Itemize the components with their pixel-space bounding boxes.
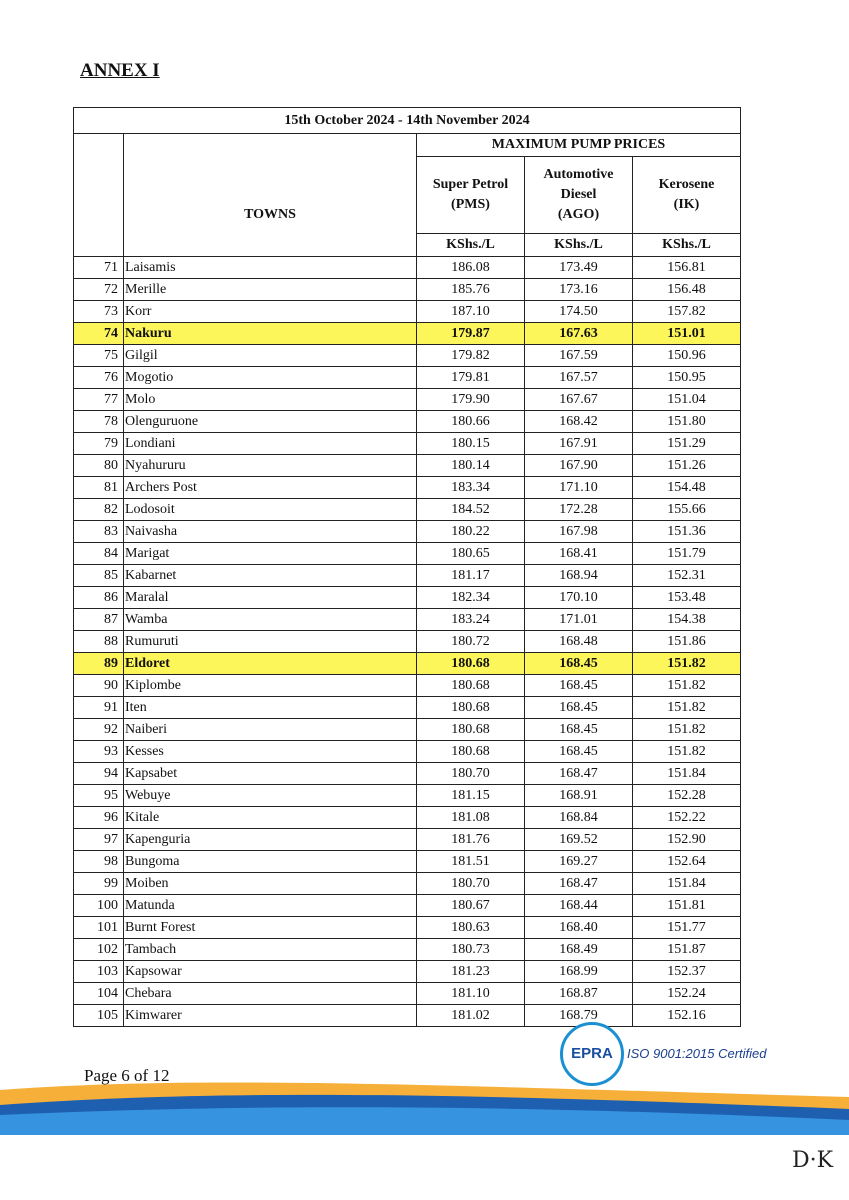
price-ago: 167.91 [525,433,633,455]
town-name: Iten [124,697,417,719]
town-name: Eldoret [124,653,417,675]
price-ik: 154.38 [633,609,741,631]
price-pms: 180.22 [417,521,525,543]
price-pms: 181.15 [417,785,525,807]
price-ik: 152.64 [633,851,741,873]
price-ago: 167.67 [525,389,633,411]
table-row [74,829,741,851]
table-row [74,367,741,389]
town-name: Kapsabet [124,763,417,785]
row-number: 78 [74,411,124,433]
price-ago: 173.49 [525,257,633,279]
price-ago: 168.45 [525,719,633,741]
row-number: 85 [74,565,124,587]
price-ik: 156.48 [633,279,741,301]
table-row [74,477,741,499]
table-row [74,851,741,873]
row-number: 90 [74,675,124,697]
price-ik: 152.16 [633,1005,741,1027]
price-pms: 179.81 [417,367,525,389]
price-pms: 181.10 [417,983,525,1005]
table-row [74,917,741,939]
iso-certification: ISO 9001:2015 Certified [627,1046,767,1061]
price-ik: 152.37 [633,961,741,983]
town-name: Kapsowar [124,961,417,983]
row-number: 86 [74,587,124,609]
table-row [74,433,741,455]
table-row [74,807,741,829]
town-name: Nakuru [124,323,417,345]
price-pms: 180.66 [417,411,525,433]
price-ik: 151.79 [633,543,741,565]
price-ik: 150.96 [633,345,741,367]
row-number: 102 [74,939,124,961]
price-ik: 156.81 [633,257,741,279]
town-name: Kitale [124,807,417,829]
annex-title: ANNEX I [80,60,160,81]
epra-logo: EPRA [560,1022,624,1086]
price-ago: 168.47 [525,763,633,785]
table-body [74,257,741,1027]
kerosene-header [633,157,741,234]
town-name: Naivasha [124,521,417,543]
price-ago: 173.16 [525,279,633,301]
price-ik: 152.31 [633,565,741,587]
price-pms: 181.76 [417,829,525,851]
row-number: 92 [74,719,124,741]
table-row [74,983,741,1005]
price-ik: 152.24 [633,983,741,1005]
town-name: Bungoma [124,851,417,873]
table-row [74,301,741,323]
table-row [74,675,741,697]
table-row [74,961,741,983]
price-ik: 152.90 [633,829,741,851]
price-ik: 151.29 [633,433,741,455]
table-row [74,785,741,807]
period-row [74,108,741,134]
table-row [74,631,741,653]
price-ik: 152.22 [633,807,741,829]
town-name: Kesses [124,741,417,763]
price-ik: 151.01 [633,323,741,345]
row-number: 98 [74,851,124,873]
price-ago: 168.45 [525,653,633,675]
price-pms: 180.14 [417,455,525,477]
table-row [74,543,741,565]
table-row [74,653,741,675]
town-name: Mogotio [124,367,417,389]
town-name: Naiberi [124,719,417,741]
row-number: 79 [74,433,124,455]
town-name: Kapenguria [124,829,417,851]
price-ago: 167.63 [525,323,633,345]
price-ik: 151.87 [633,939,741,961]
price-ago: 168.40 [525,917,633,939]
price-ago: 168.94 [525,565,633,587]
town-name: Nyahururu [124,455,417,477]
price-pms: 180.68 [417,741,525,763]
price-ago: 168.47 [525,873,633,895]
town-name: Olenguruone [124,411,417,433]
page-number: Page 6 of 12 [84,1066,170,1085]
price-ago: 168.87 [525,983,633,1005]
row-number: 75 [74,345,124,367]
kerosene-code: (IK) [673,197,700,212]
row-number: 73 [74,301,124,323]
price-pms: 179.87 [417,323,525,345]
town-name: Rumuruti [124,631,417,653]
town-name: Merille [124,279,417,301]
price-ago: 168.41 [525,543,633,565]
row-number: 81 [74,477,124,499]
price-pms: 186.08 [417,257,525,279]
price-ik: 151.82 [633,675,741,697]
price-ago: 169.27 [525,851,633,873]
price-ago: 168.79 [525,1005,633,1027]
price-ago: 172.28 [525,499,633,521]
price-pms: 182.34 [417,587,525,609]
price-pms: 181.17 [417,565,525,587]
period-header: 15th October 2024 - 14th November 2024 [74,108,741,134]
price-pms: 180.65 [417,543,525,565]
price-pms: 180.68 [417,653,525,675]
price-ago: 174.50 [525,301,633,323]
price-pms: 183.24 [417,609,525,631]
table-row [74,587,741,609]
super-petrol-header [417,157,525,234]
price-pms: 180.70 [417,763,525,785]
row-number: 96 [74,807,124,829]
row-number: 94 [74,763,124,785]
price-ik: 151.82 [633,719,741,741]
table-row [74,279,741,301]
price-pms: 180.67 [417,895,525,917]
price-ik: 151.04 [633,389,741,411]
price-ik: 152.28 [633,785,741,807]
town-name: Kiplombe [124,675,417,697]
table-row [74,521,741,543]
price-pms: 180.15 [417,433,525,455]
diesel-header [525,157,633,234]
price-pms: 185.76 [417,279,525,301]
town-name: Matunda [124,895,417,917]
town-name: Londiani [124,433,417,455]
table-row [74,741,741,763]
town-name: Marigat [124,543,417,565]
row-number: 80 [74,455,124,477]
price-ik: 151.82 [633,741,741,763]
table-row [74,895,741,917]
price-ik: 151.77 [633,917,741,939]
table-row [74,697,741,719]
price-pms: 181.08 [417,807,525,829]
price-pms: 183.34 [417,477,525,499]
row-number: 97 [74,829,124,851]
kerosene-label: Kerosene [658,177,715,192]
diesel-label: Automotive [543,167,614,182]
row-number: 105 [74,1005,124,1027]
row-number: 99 [74,873,124,895]
row-number: 103 [74,961,124,983]
price-ago: 168.49 [525,939,633,961]
price-ago: 171.01 [525,609,633,631]
price-ago: 167.57 [525,367,633,389]
row-number: 104 [74,983,124,1005]
row-number: 72 [74,279,124,301]
price-ago: 168.45 [525,675,633,697]
price-pms: 179.90 [417,389,525,411]
table-row [74,389,741,411]
unit-ago: KShs./L [525,234,633,257]
price-pms: 181.51 [417,851,525,873]
pump-prices-table [73,107,741,1027]
price-ago: 168.48 [525,631,633,653]
town-name: Chebara [124,983,417,1005]
town-name: Maralal [124,587,417,609]
price-ik: 155.66 [633,499,741,521]
table-row [74,411,741,433]
price-pms: 181.23 [417,961,525,983]
row-number: 82 [74,499,124,521]
row-number: 91 [74,697,124,719]
price-ik: 151.26 [633,455,741,477]
row-number: 88 [74,631,124,653]
town-name: Molo [124,389,417,411]
table-row [74,499,741,521]
price-ik: 151.80 [633,411,741,433]
price-ik: 151.84 [633,873,741,895]
price-ik: 151.84 [633,763,741,785]
price-ik: 154.48 [633,477,741,499]
table-row [74,939,741,961]
town-name: Tambach [124,939,417,961]
diesel-code: (AGO) [557,207,600,222]
price-ago: 168.42 [525,411,633,433]
town-name: Kabarnet [124,565,417,587]
price-ago: 167.98 [525,521,633,543]
table-row [74,257,741,279]
table-row [74,873,741,895]
table-row [74,345,741,367]
row-number: 76 [74,367,124,389]
price-pms: 180.68 [417,675,525,697]
row-number: 84 [74,543,124,565]
number-column-header [74,134,124,257]
town-name: Gilgil [124,345,417,367]
unit-pms: KShs./L [417,234,525,257]
table-row [74,565,741,587]
price-ago: 167.90 [525,455,633,477]
price-pms: 184.52 [417,499,525,521]
price-ik: 157.82 [633,301,741,323]
table-row [74,763,741,785]
price-pms: 187.10 [417,301,525,323]
row-number: 95 [74,785,124,807]
price-ik: 151.86 [633,631,741,653]
row-number: 74 [74,323,124,345]
table-row [74,1005,741,1027]
price-pms: 180.73 [417,939,525,961]
price-pms: 180.72 [417,631,525,653]
price-ago: 168.84 [525,807,633,829]
price-ago: 168.44 [525,895,633,917]
price-ik: 151.82 [633,653,741,675]
price-ik: 151.82 [633,697,741,719]
town-name: Korr [124,301,417,323]
town-name: Archers Post [124,477,417,499]
row-number: 77 [74,389,124,411]
price-ago: 168.99 [525,961,633,983]
row-number: 89 [74,653,124,675]
super-petrol-code: (PMS) [451,197,490,212]
price-ik: 151.36 [633,521,741,543]
price-ago: 168.91 [525,785,633,807]
footer-wave-graphic [0,1075,849,1135]
table-row [74,323,741,345]
town-name: Burnt Forest [124,917,417,939]
town-name: Kimwarer [124,1005,417,1027]
price-ago: 171.10 [525,477,633,499]
price-ik: 150.95 [633,367,741,389]
price-pms: 179.82 [417,345,525,367]
town-name: Laisamis [124,257,417,279]
price-pms: 180.68 [417,719,525,741]
price-ik: 153.48 [633,587,741,609]
price-ago: 168.45 [525,741,633,763]
price-pms: 180.68 [417,697,525,719]
town-name: Webuye [124,785,417,807]
row-number: 101 [74,917,124,939]
unit-ik: KShs./L [633,234,741,257]
town-name: Wamba [124,609,417,631]
super-petrol-label: Super Petrol [432,177,509,192]
row-number: 71 [74,257,124,279]
max-pump-prices-header: MAXIMUM PUMP PRICES [417,134,741,157]
town-name: Moiben [124,873,417,895]
price-pms: 181.02 [417,1005,525,1027]
row-number: 83 [74,521,124,543]
price-pms: 180.70 [417,873,525,895]
table-row [74,609,741,631]
towns-header: TOWNS [124,134,417,257]
price-ago: 170.10 [525,587,633,609]
table-row [74,719,741,741]
diesel-label-2: Diesel [560,187,597,202]
price-ago: 167.59 [525,345,633,367]
town-name: Lodosoit [124,499,417,521]
row-number: 87 [74,609,124,631]
row-number: 100 [74,895,124,917]
table-row [74,455,741,477]
price-ik: 151.81 [633,895,741,917]
price-ago: 169.52 [525,829,633,851]
handwritten-initials: D·K [792,1148,834,1173]
row-number: 93 [74,741,124,763]
price-pms: 180.63 [417,917,525,939]
price-ago: 168.45 [525,697,633,719]
